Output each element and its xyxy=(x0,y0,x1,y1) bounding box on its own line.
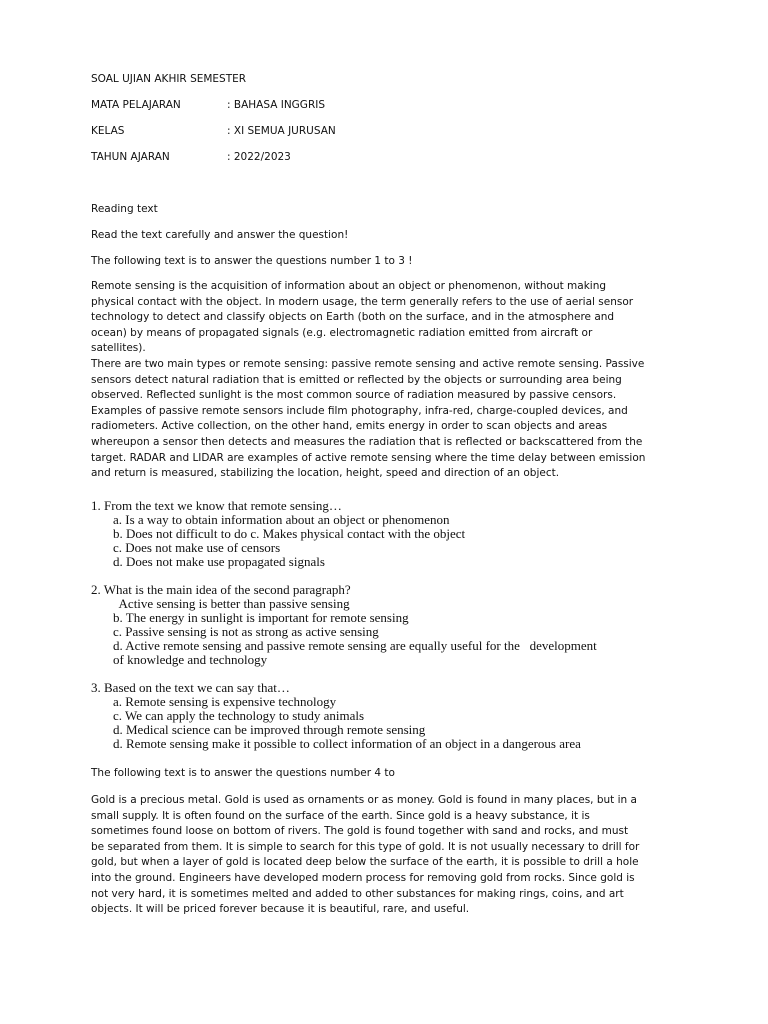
passage-line: gold, but when a layer of gold is located deep below the surface of the earth, it is possible to drill a hole xyxy=(91,856,639,869)
header-label: MATA PELAJARAN xyxy=(91,99,181,111)
exam-title: SOAL UJIAN AKHIR SEMESTER xyxy=(91,73,247,85)
question-3 xyxy=(91,681,691,751)
answer-option: d. Active remote sensing and passive remote sensing are equally useful for the development xyxy=(113,637,597,653)
passage-remote-sensing xyxy=(91,279,687,482)
passage-intro-1: The following text is to answer the questions number 1 to 3 ! xyxy=(91,255,413,267)
passage-line: observed. Reflected sunlight is the most common source of radiation measured by passive censors. xyxy=(91,389,617,402)
passage-line: small supply. It is often found on the surface of the earth. Since gold is a heavy substance, it is xyxy=(91,809,590,822)
answer-option: a. Is a way to obtain information about an object or phenomenon xyxy=(113,511,450,527)
answer-option: d. Does not make use propagated signals xyxy=(113,553,325,569)
passage-gold xyxy=(91,793,687,918)
passage-line: sometimes found loose on bottom of rivers. The gold is found together with sand and rocks, and must xyxy=(91,825,629,838)
answer-option: d. Medical science can be improved through remote sensing xyxy=(113,721,426,737)
passage-line: target. RADAR and LIDAR are examples of active remote sensing where the time delay between emission xyxy=(91,451,646,464)
question-stem: 2. What is the main idea of the second paragraph? xyxy=(91,582,351,597)
answer-option: c. Passive sensing is not as strong as active sensing xyxy=(113,623,379,639)
answer-option: b. Does not difficult to do c. Makes physical contact with the object xyxy=(113,525,466,541)
passage-line: physical contact with the object. In modern usage, the term generally refers to the use of aerial sensor xyxy=(91,295,634,308)
answer-option: c. We can apply the technology to study animals xyxy=(113,707,365,723)
passage-line: ocean) by means of propagated signals (e.g. electromagnetic radiation emitted from aircraft or xyxy=(91,326,593,339)
header-row-subject xyxy=(91,98,691,114)
header-label: TAHUN AJARAN xyxy=(91,151,170,163)
answer-option: c. Does not make use of censors xyxy=(113,539,281,555)
answer-option-continued: of knowledge and technology xyxy=(113,651,268,667)
passage-line: Gold is a precious metal. Gold is used as ornaments or as money. Gold is found in many places, but in a xyxy=(91,794,637,806)
reading-text-label: Reading text xyxy=(91,203,158,215)
question-stem: 3. Based on the text we can say that… xyxy=(91,680,290,695)
instruction-text: Read the text carefully and answer the question! xyxy=(91,229,349,241)
passage-line: Examples of passive remote sensors include film photography, infra-red, charge-coupled devices, and xyxy=(91,404,628,417)
passage-line: into the ground. Engineers have developed modern process for removing gold from rocks. Since gold is xyxy=(91,871,635,884)
passage-intro-2: The following text is to answer the questions number 4 to xyxy=(91,767,395,779)
passage-line: technology to detect and classify objects on Earth (both on the surface, and in the atmosphere and xyxy=(91,311,615,324)
question-stem: 1. From the text we know that remote sensing… xyxy=(91,498,342,513)
answer-option: d. Remote sensing make it possible to collect information of an object in a dangerous area xyxy=(113,735,581,751)
passage-line: be separated from them. It is simple to search for this type of gold. It is not usually necessary to drill for xyxy=(91,840,640,853)
passage-line: radiometers. Active collection, on the other hand, emits energy in order to scan objects and areas xyxy=(91,420,608,433)
answer-option: b. The energy in sunlight is important for remote sensing xyxy=(113,609,409,625)
passage-line: sensors detect natural radiation that is emitted or reflected by the objects or surrounding area being xyxy=(91,373,622,386)
passage-line: objects. It will be priced forever because it is beautiful, rare, and useful. xyxy=(91,903,470,916)
passage-line: There are two main types or remote sensing: passive remote sensing and active remote sensing. Passive xyxy=(91,357,645,370)
passage-line: not very hard, it is sometimes melted and added to other substances for making rings, coins, and art xyxy=(91,887,624,900)
passage-line: Remote sensing is the acquisition of information about an object or phenomenon, without making xyxy=(91,280,607,292)
header-value: : 2022/2023 xyxy=(227,151,291,163)
header-row-year xyxy=(91,150,691,166)
answer-option: Active sensing is better than passive sensing xyxy=(116,595,350,611)
passage-line: whereupon a sensor then detects and measures the radiation that is reflected or backscattered from the xyxy=(91,435,643,448)
passage-line: satellites). xyxy=(91,342,146,355)
question-1 xyxy=(91,499,691,569)
answer-option: a. Remote sensing is expensive technology xyxy=(113,693,337,709)
header-value: : XI SEMUA JURUSAN xyxy=(227,125,336,137)
header-value: : BAHASA INGGRIS xyxy=(227,99,326,111)
question-2 xyxy=(91,583,691,666)
header-row-class xyxy=(91,124,691,140)
header-label: KELAS xyxy=(91,125,125,137)
passage-line: and return is measured, stabilizing the location, height, speed and direction of an object. xyxy=(91,467,560,480)
